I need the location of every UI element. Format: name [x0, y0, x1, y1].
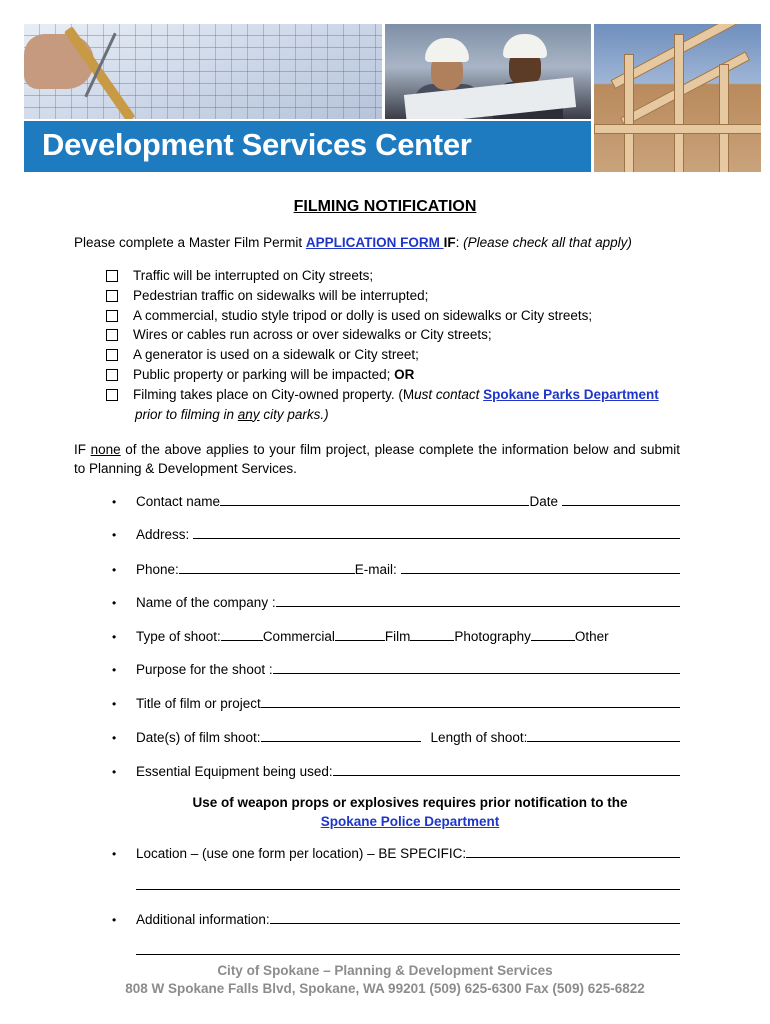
checkbox[interactable] — [106, 329, 118, 341]
dates-row: • Date(s) of film shoot: Length of shoot: — [112, 725, 680, 745]
equipment-field[interactable] — [333, 761, 680, 776]
police-department-link[interactable]: Spokane Police Department — [320, 814, 500, 829]
address-field[interactable] — [193, 524, 680, 539]
title-row: • Title of film or project — [112, 691, 680, 711]
purpose-row: • Purpose for the shoot : — [112, 657, 680, 677]
location-extra-line[interactable] — [136, 889, 680, 890]
other-blank[interactable] — [531, 626, 575, 641]
company-field[interactable] — [276, 592, 680, 607]
film-blank[interactable] — [335, 626, 385, 641]
checklist-item: Filming takes place on City-owned property. (Must contact Spokane Parks Department — [106, 387, 706, 407]
form-title: FILMING NOTIFICATION — [293, 198, 477, 215]
date-field[interactable] — [562, 491, 680, 506]
checkbox[interactable] — [106, 310, 118, 322]
spokane-parks-link[interactable]: Spokane Parks Department — [483, 386, 659, 402]
checkbox[interactable] — [106, 369, 118, 381]
weapon-warning: Use of weapon props or explosives requires prior notification to the Spokane Police Department — [192, 795, 628, 829]
commercial-blank[interactable] — [221, 626, 263, 641]
footer — [0, 962, 770, 998]
additional-row: • Additional information: — [112, 907, 680, 927]
address-row: • Address: — [112, 522, 680, 542]
title-field[interactable] — [261, 693, 680, 708]
contact-name-field[interactable] — [220, 491, 529, 506]
phone-field[interactable] — [179, 559, 355, 574]
application-form-link[interactable]: APPLICATION FORM — [305, 235, 444, 250]
additional-field[interactable] — [270, 909, 680, 924]
phone-row: • Phone: E-mail: — [112, 557, 680, 577]
checklist-item: Traffic will be interrupted on City streets; — [106, 268, 706, 288]
additional-extra-line[interactable] — [136, 954, 680, 955]
banner-title: Development Services Center — [42, 127, 472, 162]
company-row: • Name of the company : — [112, 590, 680, 610]
location-row: • Location – (use one form per location) – BE SPECIFIC: — [112, 841, 680, 861]
framing-photo — [594, 24, 761, 172]
header-banner — [24, 24, 761, 172]
engineers-photo — [385, 24, 591, 119]
purpose-field[interactable] — [273, 659, 680, 674]
checkbox[interactable] — [106, 270, 118, 282]
checklist-item-continuation: prior to filming in any city parks.) — [135, 406, 329, 422]
checklist-item: A generator is used on a sidewalk or City street; — [106, 347, 706, 367]
photography-blank[interactable] — [410, 626, 454, 641]
instruction-paragraph: IF none of the above applies to your film project, please complete the information below and submit to Planning & Development Services. — [74, 442, 680, 476]
checklist-item: Wires or cables run across or over sidewalks or City streets; — [106, 327, 706, 347]
checkbox[interactable] — [106, 290, 118, 302]
email-field[interactable] — [401, 559, 680, 574]
intro-text: Please complete a Master Film Permit APPLICATION FORM IF: (Please check all that apply) — [74, 235, 632, 250]
length-field[interactable] — [527, 727, 680, 742]
checkbox[interactable] — [106, 389, 118, 401]
checklist-item: A commercial, studio style tripod or dolly is used on sidewalks or City streets; — [106, 308, 706, 328]
checklist — [106, 268, 706, 422]
equipment-row: • Essential Equipment being used: — [112, 759, 680, 779]
banner-title-bar — [24, 121, 591, 172]
footer-organization: City of Spokane – Planning & Development Services — [217, 963, 553, 978]
dates-field[interactable] — [261, 727, 421, 742]
checkbox[interactable] — [106, 349, 118, 361]
footer-address: 808 W Spokane Falls Blvd, Spokane, WA 99201 (509) 625-6300 Fax (509) 625-6822 — [125, 981, 645, 996]
checklist-item: Pedestrian traffic on sidewalks will be interrupted; — [106, 288, 706, 308]
blueprint-photo — [24, 24, 382, 119]
location-field[interactable] — [466, 843, 680, 858]
type-of-shoot-row: • Type of shoot: Commercial Film Photography Other — [112, 624, 680, 644]
contact-row: • Contact name Date — [112, 489, 680, 509]
checklist-item: Public property or parking will be impacted; OR — [106, 367, 706, 387]
